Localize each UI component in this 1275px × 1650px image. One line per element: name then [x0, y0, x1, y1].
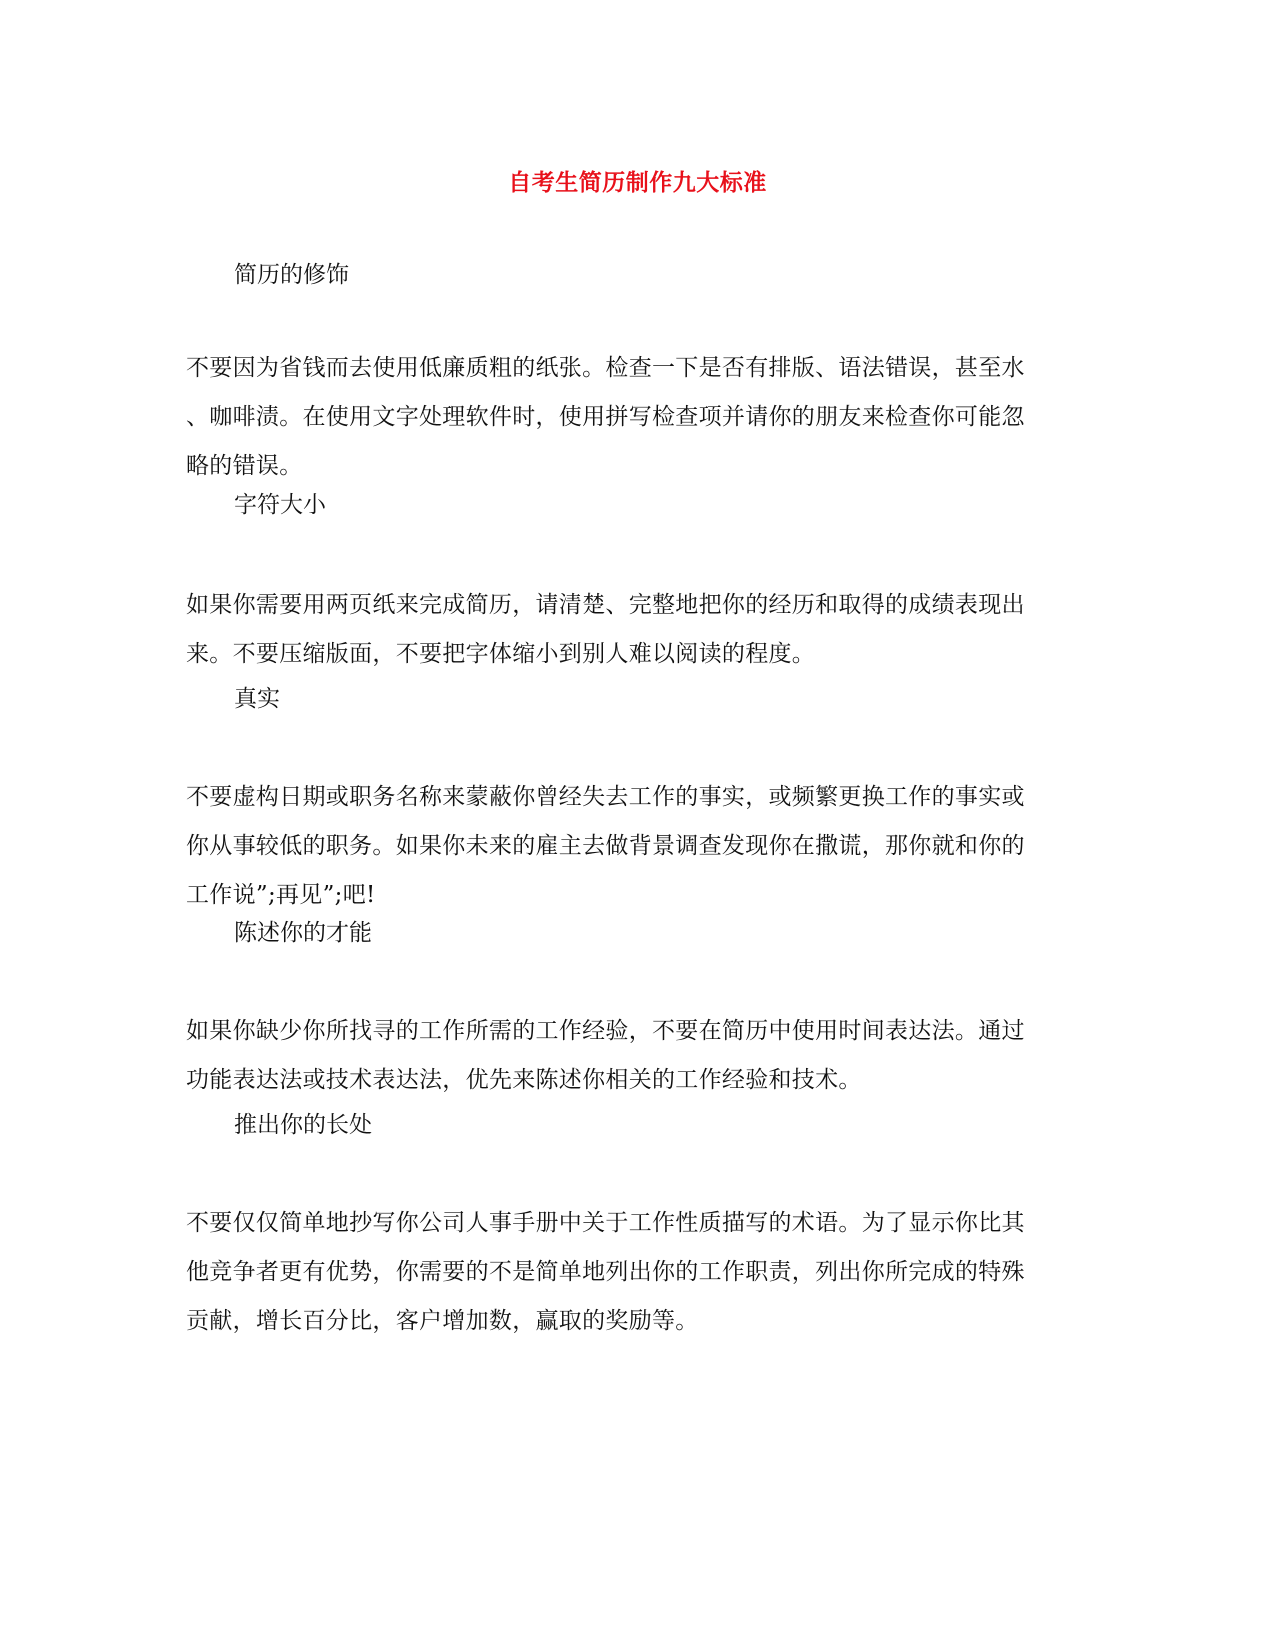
document-title: 自考生简历制作九大标准 [508, 169, 767, 196]
section-paragraph [186, 1007, 1091, 1105]
section-heading: 真实 [234, 686, 280, 712]
section-paragraph [186, 1199, 1091, 1346]
paragraph-line: 功能表达法或技术表达法，优先来陈述你相关的工作经验和技术。 [186, 1067, 862, 1093]
paragraph-line: 如果你缺少你所找寻的工作所需的工作经验，不要在简历中使用时间表达法。通过 [186, 1018, 1025, 1044]
paragraph-line: 工作说”;再见”;吧! [186, 882, 376, 908]
paragraph-line: 不要虚构日期或职务名称来蒙蔽你曾经失去工作的事实，或频繁更换工作的事实或 [186, 784, 1025, 810]
paragraph-line: 、咖啡渍。在使用文字处理软件时，使用拼写检查项并请你的朋友来检查你可能忽 [186, 404, 1025, 430]
section-heading: 字符大小 [234, 492, 326, 518]
section-heading: 简历的修饰 [234, 262, 349, 288]
section-paragraph [186, 581, 1091, 679]
section-heading: 陈述你的才能 [234, 920, 372, 946]
section-heading: 推出你的长处 [234, 1112, 372, 1138]
paragraph-line: 略的错误。 [186, 453, 303, 479]
paragraph-line: 如果你需要用两页纸来完成简历，请清楚、完整地把你的经历和取得的成绩表现出 [186, 592, 1025, 618]
paragraph-line: 你从事较低的职务。如果你未来的雇主去做背景调查发现你在撒谎，那你就和你的 [186, 833, 1025, 859]
paragraph-line: 来。不要压缩版面，不要把字体缩小到别人难以阅读的程度。 [186, 641, 816, 667]
paragraph-line: 贡献，增长百分比，客户增加数，赢取的奖励等。 [186, 1308, 699, 1334]
section-paragraph [186, 773, 1091, 920]
paragraph-line: 不要因为省钱而去使用低廉质粗的纸张。检查一下是否有排版、语法错误，甚至水 [186, 355, 1025, 381]
paragraph-line: 不要仅仅简单地抄写你公司人事手册中关于工作性质描写的术语。为了显示你比其 [186, 1210, 1025, 1236]
section-paragraph [186, 344, 1091, 491]
paragraph-line: 他竞争者更有优势，你需要的不是简单地列出你的工作职责，列出你所完成的特殊 [186, 1259, 1025, 1285]
